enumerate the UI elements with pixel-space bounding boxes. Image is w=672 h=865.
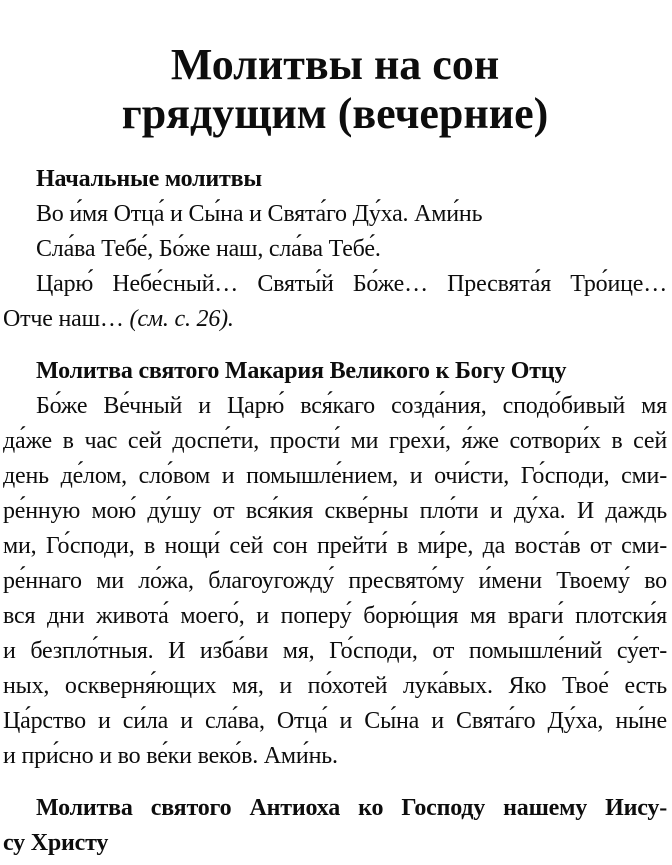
section-heading-antiochus-line-1: Молитва святого Антиоха ко Господу нашему Иису- [36,795,667,821]
prayer-line: Бо́же Ве́чный и Царю́ вся́каго созда́ния, сподо́бивый мя [36,393,667,419]
section-macarius-prayer [3,354,667,774]
prayer-line: ре́нную мою́ ду́шу от вся́кия скве́рны пло́ти и ду́ха. И даждь [3,498,667,524]
prayer-line: вся дни живота́ моего́, и поперу́ борю́щия мя враги́ плотски́я [3,603,667,629]
prayer-line: ре́ннаго ми ло́жа, благоугожду́ пресвято́му и́мени Твоему́ во [3,568,667,594]
section-heading-macarius: Молитва святого Макария Великого к Богу Отцу [36,358,567,384]
prayer-line: Во и́мя Отца́ и Сы́на и Свята́го Ду́ха. Ами́нь [36,201,483,227]
section-heading-initial-prayers: Начальные молитвы [36,166,262,192]
prayer-line [3,302,667,337]
prayer-line-text: Отче наш… [3,306,130,332]
prayer-line: Сла́ва Тебе́, Бо́же наш, сла́ва Тебе́. [36,236,381,262]
page-reference: (см. с. 26). [129,306,234,332]
prayer-line: Ца́рство и си́ла и сла́ва, Отца́ и Сы́на и Свята́го Ду́ха, ны́не [3,708,667,734]
prayer-line: и при́сно и во ве́ки веко́в. Ами́нь. [3,743,338,769]
page-title [3,40,667,138]
section-antiochus-prayer [3,791,667,861]
prayer-line: и безпло́тныя. И изба́ви мя, Го́споди, от помышле́ний су́ет- [3,638,667,664]
page-title-line-2: грядущим (вечерние) [121,89,549,138]
page-title-line-1: Молитвы на сон [170,40,500,89]
prayer-line: ми, Го́споди, в нощи́ сей сон прейти́ в ми́ре, да воста́в от сми- [3,533,667,559]
prayer-line: ных, оскверня́ющих мя, и по́хотей лука́вых. Яко Твое́ есть [3,673,667,699]
prayer-line: да́же в час сей доспе́ти, прости́ ми грехи́, я́же сотвори́х в сей [3,428,667,454]
section-initial-prayers [3,162,667,337]
prayer-line: день де́лом, сло́вом и помышле́нием, и очи́сти, Го́споди, сми- [3,463,667,489]
section-heading-antiochus-line-2: су Христу [3,830,109,856]
prayer-line: Царю́ Небе́сный… Святы́й Бо́же… Пресвята́я Тро́ице… [36,271,667,297]
